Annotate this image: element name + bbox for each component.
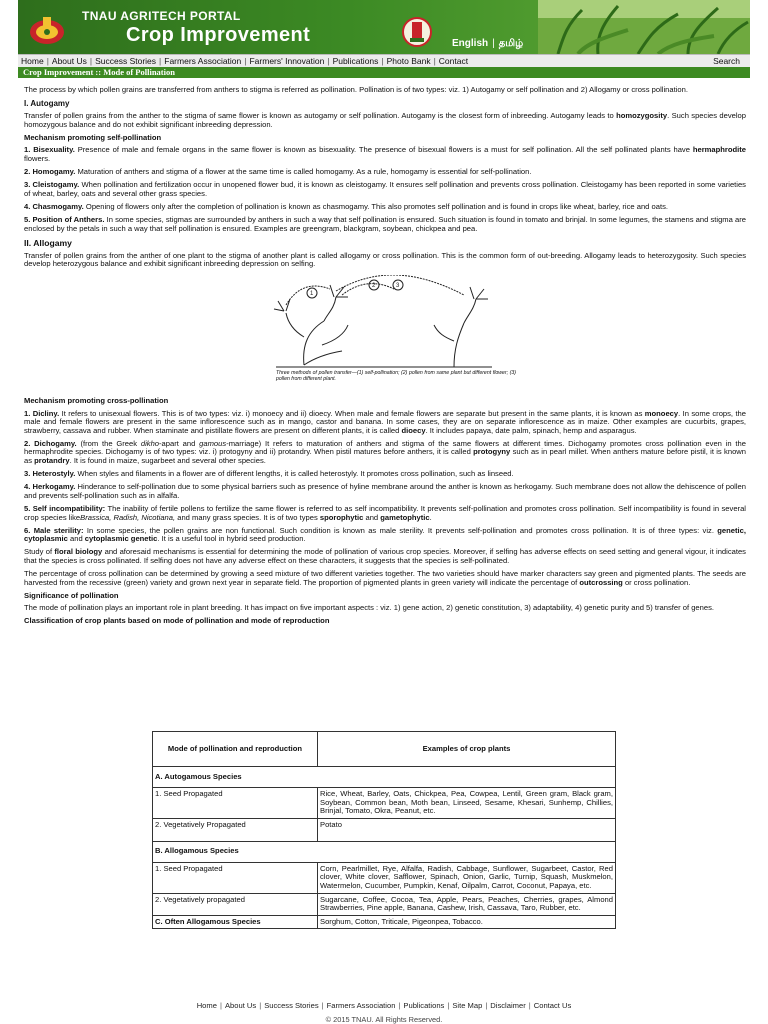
table-row — [153, 862, 616, 893]
italic-term: gamous — [199, 438, 227, 448]
table-row — [153, 893, 616, 915]
anther-position-item — [24, 216, 746, 233]
table-cell-examples: Potato — [318, 818, 616, 841]
table-header-mode: Mode of pollination and reproduction — [153, 732, 318, 767]
table-section-row — [153, 841, 616, 862]
lang-separator: | — [492, 38, 495, 49]
text-span: and aforesaid mechanisms is essential for determining the mode of pollination of various crop species. Moreover, if selfing has adverse effects on seed setting and general vigour, it indicates that the species is cross pollinated. If selfing does not have any adverse effect on these characters, it suggests that the species is self-pollinated. — [24, 547, 746, 565]
text-span: . It includes papaya, date palm, spinach, hemp and asparagus. — [425, 425, 637, 435]
text-span: The percentage of cross pollination can be determined by growing a seed mixture of two different varieties together. The two varieties should have marker characters say green and pigmented plants. The seeds are harvested from the recessive (green) variety and grown next year in separate field. The proportion of pigmented plants in green variety will indicate the percentage of — [24, 569, 746, 587]
bold-term: cytoplasmic genetic — [84, 534, 158, 544]
nav-success-stories-link[interactable]: Success Stories — [95, 56, 157, 66]
text-span: or cross pollination. — [622, 577, 691, 587]
item-term: 1. Bisexuality. — [24, 145, 75, 155]
text-span: and — [363, 512, 381, 522]
table-header-examples: Examples of crop plants — [318, 732, 616, 767]
self-pollination-mechanism-heading: Mechanism promoting self-pollination — [24, 132, 162, 142]
allogamy-heading: II. Allogamy — [24, 238, 72, 249]
footer-success-stories-link[interactable]: Success Stories — [264, 1001, 319, 1010]
italic-term: Brassica, Radish, Nicotiana, — [80, 512, 176, 522]
bold-term: protandry — [34, 456, 70, 466]
autogamy-paragraph — [24, 112, 746, 129]
footer-disclaimer-link[interactable]: Disclaimer — [490, 1001, 526, 1010]
text-span: Transfer of pollen grains from the anther to the stigma of same flower is known as autogamy or self pollination. Autogamy is the closest form of inbreeding. Autogamy leads to — [24, 111, 617, 121]
classification-heading: Classification of crop plants based on mode of pollination and mode of reproduction — [24, 616, 330, 626]
footer-separator: | — [528, 1001, 531, 1010]
allogamy-paragraph: Transfer of pollen grains from the anther of one plant to the stigma of another plant is called allogamy or cross pollination. This is the common form of out-breeding. Allogamy leads to heterozygosity. Such species develop heterozygous balance and exhibit significant inbreeding depression on selfing. — [24, 250, 746, 269]
pollen-transfer-illustration — [264, 275, 504, 369]
item-term: 1. Dicliny. — [24, 408, 60, 418]
table-cell-mode: 2. Vegetatively Propagated — [153, 818, 318, 841]
item-term: 4. Herkogamy. — [24, 482, 76, 492]
bold-term: homozygosity — [616, 111, 668, 121]
item-term: 5. Self incompatibility: — [24, 503, 106, 513]
nav-separator: | — [433, 56, 436, 66]
autogamy-heading: I. Autogamy — [24, 98, 70, 108]
item-term: 4. Chasmogamy. — [24, 201, 84, 211]
text-span: In some species, stigmas are surrounded by anthers in such a way that self pollination is ensured. Such situation is found in tomato and brinjal. In some legumes, the stamens and stigma are enclosed by the petals in such a way that self pollination is ensured. Examples are greengram, blackgram, soybean, chickpea and pea. — [24, 215, 746, 233]
item-term: 2. Dichogamy. — [24, 438, 77, 448]
male-sterility-item — [24, 527, 746, 544]
table-cell-mode: C. Often Allogamous Species — [153, 915, 318, 929]
cleistogamy-item — [24, 181, 746, 198]
bold-term: monoecy — [644, 408, 679, 418]
footer-links — [0, 1001, 768, 1010]
bisexuality-item — [24, 146, 746, 163]
bold-term: sporophytic — [319, 512, 364, 522]
table-row — [153, 818, 616, 841]
state-emblem-icon — [400, 16, 434, 48]
nav-publications-link[interactable]: Publications — [332, 56, 379, 66]
chasmogamy-item — [24, 203, 746, 212]
text-span: . Such species develop homozygous balance and do not exhibit significant inbreeding depression. — [24, 111, 746, 129]
dicliny-item — [24, 410, 746, 436]
item-term: 3. Heterostyly. — [24, 469, 76, 479]
nav-links — [21, 55, 468, 67]
nav-separator: | — [159, 56, 162, 66]
text-span: It refers to unisexual flowers. This is of two types: viz. i) monoecy and ii) dioecy. When male and female flowers are separate but present in the same plants, it is known as — [59, 408, 645, 418]
table-row — [153, 788, 616, 819]
top-nav — [18, 54, 750, 68]
footer-contact-link[interactable]: Contact Us — [533, 1001, 572, 1010]
text-span: flowers. — [24, 154, 51, 164]
text-span: When pollination and fertilization occur in unopened flower bud, it is known as cleistogamy. It ensures self pollination and prevents cross pollination. Cleistogamy has been reported in some varieties of wheat, barley, oats and several other grass species. — [24, 180, 746, 198]
text-span: -marriage) It refers to maturation of anthers and stigma of the same flowers at different times. Dichogamy promotes cross pollination even in the hermaphrodite species. Dichogamy is of two types: viz. i) protogyny and ii) protandry. When pistil matures before anthers, it is called — [24, 438, 746, 457]
search-link[interactable]: Search — [713, 56, 740, 66]
homogamy-item — [24, 168, 746, 177]
figure-label-2: 2 — [372, 283, 376, 289]
section-allogamous: B. Allogamous Species — [153, 841, 616, 862]
text-span: (from the Greek — [76, 438, 141, 448]
text-span: such as in pearl millet. When anthers mature before pistil, it is known as — [24, 447, 747, 466]
cross-pollination-percentage-paragraph — [24, 570, 746, 587]
main-content — [24, 86, 746, 630]
text-span: Presence of male and female organs in the same flower is known as bisexuality. The presence of bisexual flowers is a must for self pollination. All the self pollinated plants have — [74, 145, 693, 155]
bold-term: floral biology — [54, 547, 103, 557]
self-incompatibility-item — [24, 505, 746, 522]
text-span: Study of — [24, 547, 55, 557]
table-cell-mode: 2. Vegetatively propagated — [153, 893, 318, 915]
text-span: . In some crops, the male and female flowers are present in the same inflorescence such as in mango, castor and banana. In some cases, they are on separate inflorescence as in maize. Other examples are cucurbits, grapes, strawberry, cassava and rubber. When staminate and pistillate flowers are present on different plants, it is called — [24, 408, 747, 435]
tnau-logo-icon — [28, 14, 66, 46]
portal-title: TNAU AGRITECH PORTAL — [82, 9, 241, 23]
table-section-row — [153, 767, 616, 788]
text-span: Opening of flowers only after the completion of pollination is known as chasmogamy. This also promotes self pollination and is found in crops like wheat, barley, rice and oats. — [83, 201, 668, 211]
footer-home-link[interactable]: Home — [196, 1001, 217, 1010]
item-term: 6. Male sterility: — [24, 525, 84, 535]
text-span: When styles and filaments in a flower are of different lengths, it is called heterostyly. It promotes cross pollination, such as linseed. — [75, 469, 514, 479]
copyright-text: © 2015 TNAU. All Rights Reserved. — [325, 1015, 443, 1024]
footer-separator: | — [321, 1001, 324, 1010]
heterostyly-item — [24, 470, 746, 479]
text-span: and — [67, 534, 85, 544]
item-term: 2. Homogamy. — [24, 167, 76, 177]
table-cell-examples: Sorghum, Cotton, Triticale, Pigeonpea, Tobacco. — [318, 915, 616, 929]
pollen-transfer-figure — [24, 275, 746, 393]
footer-publications-link[interactable]: Publications — [403, 1001, 445, 1010]
footer-about-link[interactable]: About Us — [224, 1001, 257, 1010]
text-span: -apart and — [159, 438, 200, 448]
floral-biology-paragraph — [24, 548, 746, 565]
section-autogamous: A. Autogamous Species — [153, 767, 616, 788]
nav-farmers-innovation-link[interactable]: Farmers' Innovation — [249, 56, 325, 66]
nav-about-link[interactable]: About Us — [51, 56, 87, 66]
footer-separator: | — [259, 1001, 262, 1010]
nav-separator: | — [327, 56, 330, 66]
lang-tamil-link[interactable]: தமிழ் — [498, 38, 524, 49]
bold-term: hermaphrodite — [692, 145, 746, 155]
nav-contact-link[interactable]: Contact — [438, 56, 469, 66]
nav-photo-bank-link[interactable]: Photo Bank — [386, 56, 431, 66]
significance-paragraph: The mode of pollination plays an important role in plant breeding. It has impact on five important aspects : viz. 1) gene action, 2) genetic constitution, 3) adaptability, 4) genetic purity and 5) transfer of genes. — [24, 603, 715, 613]
table-row — [153, 915, 616, 929]
cross-pollination-mechanism-heading: Mechanism promoting cross-pollination — [24, 396, 169, 405]
breadcrumb: Crop Improvement :: Mode of Pollination — [18, 67, 750, 78]
nav-home-link[interactable]: Home — [21, 56, 44, 66]
nav-farmers-association-link[interactable]: Farmers Association — [164, 56, 242, 66]
text-span: . — [429, 512, 432, 522]
text-span: Maturation of anthers and stigma of a flower at the same time is called homogamy. As a rule, homogamy is essential for self-pollination. — [75, 167, 532, 177]
nav-separator: | — [244, 56, 247, 66]
classification-table — [152, 731, 616, 929]
footer-separator: | — [219, 1001, 222, 1010]
dichogamy-item — [24, 440, 746, 466]
lang-english-link[interactable]: English — [452, 38, 489, 49]
bold-term: outcrossing — [579, 577, 623, 587]
item-term: 3. Cleistogamy. — [24, 180, 80, 190]
bold-term: gametophytic — [380, 512, 430, 522]
footer-separator: | — [398, 1001, 401, 1010]
page-title: Crop Improvement — [126, 24, 311, 46]
bold-term: dioecy — [401, 425, 426, 435]
table-cell-examples: Rice, Wheat, Barley, Oats, Chickpea, Pea, Cowpea, Lentil, Green gram, Black gram, Soybean, Common bean, Moth bean, Linseed, Sesame, Khesari, Sunhemp, Chillies, Brinjal, Tomato, Okra, Peanut, etc. — [318, 788, 616, 819]
table-cell-examples: Corn, Pearlmillet, Rye, Alfalfa, Radish, Cabbage, Sunflower, Sugarbeet, Castor, Red clover, White clover, Safflower, Spinach, Onion, Garlic, Turnip, Squash, Muskmelon, Watermelon, Cucumber, Pumpkin, Kenaf, Oilpalm, Carrot, Coconut, Papaya, etc. — [318, 862, 616, 893]
table-cell-examples: Sugarcane, Coffee, Cocoa, Tea, Apple, Pears, Peaches, Cherries, grapes, Almond Strawberries, Pine apple, Banana, Cashew, Irish, Cassava, Taro, Rubber, etc. — [318, 893, 616, 915]
figure-label-1: 1 — [310, 291, 314, 297]
figure-caption: Three methods of pollen transfer—(1) self-pollination; (2) pollen from same plant but different flower; (3) pollen from different plant. — [276, 370, 516, 382]
text-span: . It is a useful tool in hybrid seed production. — [157, 534, 306, 544]
text-span: and many grass species. It is of two types — [175, 512, 320, 522]
nav-separator: | — [381, 56, 384, 66]
item-term: 5. Position of Anthers. — [24, 215, 105, 225]
text-span: Hinderance to self-pollination due to some physical barriers such as presence of hyline membrane around the anther is known as herkogamy. Such membrane does not allow the dehiscence of pollen and prevents self-pollination such as in alfalfa. — [24, 482, 746, 500]
footer-farmers-association-link[interactable]: Farmers Association — [326, 1001, 396, 1010]
table-header-row — [153, 732, 616, 767]
footer-separator: | — [447, 1001, 450, 1010]
text-span: In some species, the pollen grains are non functional. Such condition is known as male sterility. It prevents self-pollination and promotes cross pollination. It is of three types: viz. — [83, 525, 718, 535]
footer-site-map-link[interactable]: Site Map — [452, 1001, 483, 1010]
bold-term: genetic, cytoplasmic — [24, 525, 746, 544]
significance-heading: Significance of pollination — [24, 590, 119, 600]
nav-separator: | — [89, 56, 93, 66]
herkogamy-item — [24, 483, 746, 500]
footer-separator: | — [485, 1001, 488, 1010]
italic-term: dikho — [140, 438, 160, 448]
text-span: . It is found in maize, sugarbeet and several other species. — [69, 456, 266, 466]
figure-label-3: 3 — [396, 283, 400, 289]
table-cell-mode: 1. Seed Propagated — [153, 862, 318, 893]
table-cell-mode: 1. Seed Propagated — [153, 788, 318, 819]
nav-separator: | — [46, 56, 49, 66]
crop-field-image — [538, 0, 750, 54]
language-switcher — [452, 38, 523, 50]
bold-term: protogyny — [473, 447, 511, 457]
header-banner — [18, 0, 750, 54]
text-span: The inability of fertile pollens to fertilize the same flower is referred to as self incompatibility. It prevents self-pollination and promotes cross pollination. Self incompatibility is found in several crop species like — [24, 503, 746, 522]
intro-paragraph: The process by which pollen grains are transferred from anthers to stigma is referred as pollination. Pollination is of two types: viz. 1) Autogamy or self pollination and 2) Allogamy or cross pollination. — [24, 85, 688, 94]
